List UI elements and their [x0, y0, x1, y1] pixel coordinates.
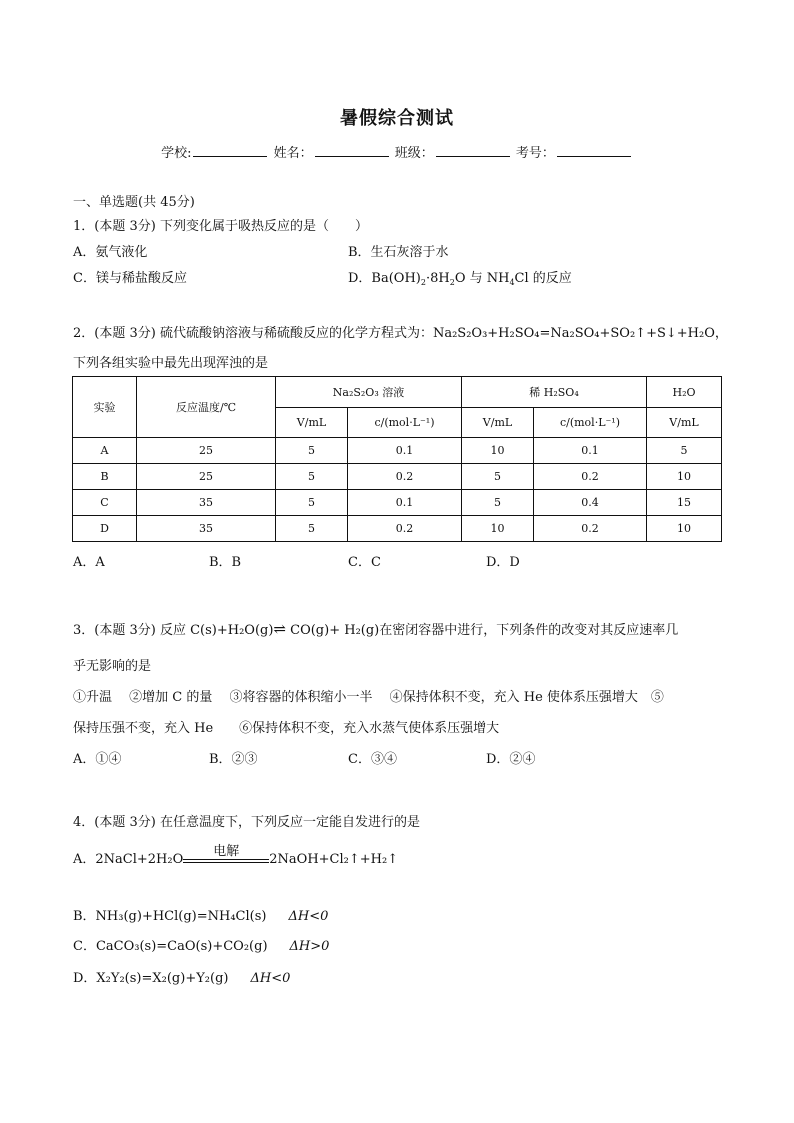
table-cell: 0.2 [348, 516, 462, 542]
q3-stem-part2: CO(g)+ H₂(g)在密闭容器中进行，下列条件的改变对其反应速率几 [286, 623, 679, 638]
q1-option-a[interactable]: A．氨气液化 [73, 245, 148, 260]
q2-option-b[interactable]: B．B [209, 555, 242, 570]
electrolysis-arrow [183, 844, 269, 867]
q1-d-part2: ·8H [425, 271, 450, 286]
q1-option-c[interactable]: C．镁与稀盐酸反应 [73, 271, 187, 286]
exam-number-label: 考号： [515, 146, 555, 161]
class-label: 班级： [394, 146, 434, 161]
table-cell: 25 [137, 438, 276, 464]
q1-option-d[interactable]: D．$Ba(OH)_2\cdot 8H_2O$ 与 $NH_4Cl$ 的反应 [348, 271, 572, 287]
q4-a-products: 2NaOH+Cl₂↑+H₂↑ [269, 852, 399, 867]
table-cell: B [73, 464, 137, 490]
experiment-table [72, 376, 722, 542]
table-cell: 35 [137, 490, 276, 516]
header-concentration: c/(mol·L⁻¹) [348, 408, 462, 438]
table-cell: 10 [647, 464, 722, 490]
table-row [73, 490, 722, 516]
q3-option-a[interactable]: A．①④ [73, 752, 122, 767]
q3-stem-part1: 3．(本题 3分) 反应 C(s)+H₂O(g) [73, 623, 274, 638]
header-concentration: c/(mol·L⁻¹) [534, 408, 647, 438]
table-cell: 35 [137, 516, 276, 542]
table-cell: D [73, 516, 137, 542]
table-cell: 5 [462, 490, 534, 516]
q4-d-enthalpy: ΔH<0 [250, 971, 291, 986]
q1-option-b[interactable]: B．生石灰溶于水 [348, 245, 449, 260]
q3-option-d[interactable]: D．②④ [486, 752, 536, 767]
q3-option-b[interactable]: B．②③ [209, 752, 258, 767]
table-cell: 5 [276, 438, 348, 464]
electrolysis-condition: 电解 [213, 844, 240, 859]
table-cell: 10 [462, 438, 534, 464]
q4-b-enthalpy: ΔH<0 [288, 909, 329, 924]
table-header-row-1 [73, 377, 722, 408]
student-info-line [0, 142, 794, 161]
equilibrium-arrow-icon: ⇌ [273, 620, 286, 638]
table-cell: C [73, 490, 137, 516]
q3-conditions-1: ①升温 ②增加 C 的量 ③将容器的体积缩小一半 ④保持体积不变，充入 He 使体系压强增大 ⑤ [73, 690, 664, 705]
q2-stem-tail: +S↓+H₂O， [646, 326, 728, 341]
table-row [73, 516, 722, 542]
q2-option-c[interactable]: C．C [348, 555, 381, 570]
equals-bars [183, 859, 269, 863]
table-cell: 0.4 [534, 490, 647, 516]
table-cell: 5 [276, 490, 348, 516]
q2-stem [73, 322, 728, 341]
table-cell: 5 [276, 516, 348, 542]
table-cell: 0.2 [534, 516, 647, 542]
header-na2s2o3: Na₂S₂O₃ 溶液 [276, 377, 462, 408]
name-blank[interactable] [315, 144, 389, 157]
q4-a-reactants: A．2NaCl+2H₂O [73, 852, 184, 867]
class-blank[interactable] [436, 144, 510, 157]
table-cell: 5 [647, 438, 722, 464]
q2-option-a[interactable]: A．A [73, 555, 105, 570]
table-cell: 5 [462, 464, 534, 490]
q3-stem-2: 乎无影响的是 [73, 659, 152, 674]
table-cell: 25 [137, 464, 276, 490]
q2-stem-intro: 2．(本题 3分) 硫代硫酸钠溶液与稀硫酸反应的化学方程式为： [73, 326, 433, 341]
header-volume: V/mL [647, 408, 722, 438]
table-cell: 10 [647, 516, 722, 542]
table-cell: 5 [276, 464, 348, 490]
q4-stem: 4．(本题 3分) 在任意温度下，下列反应一定能自发进行的是 [73, 815, 420, 830]
table-cell: 0.2 [348, 464, 462, 490]
table-cell: 0.1 [348, 438, 462, 464]
q4-c-equation: C．CaCO₃(s)=CaO(s)+CO₂(g) [73, 939, 268, 954]
q1-stem: 1．(本题 3分) 下列变化属于吸热反应的是（ ） [73, 219, 368, 234]
header-volume: V/mL [276, 408, 348, 438]
q1-d-part4: Cl 的反应 [514, 271, 572, 286]
q2-stem-2: 下列各组实验中最先出现浑浊的是 [73, 356, 269, 371]
header-h2so4: 稀 H₂SO₄ [462, 377, 647, 408]
exam-number-blank[interactable] [557, 144, 631, 157]
q3-stem [73, 619, 678, 638]
table-cell: 0.1 [348, 490, 462, 516]
q4-d-equation: D．X₂Y₂(s)=X₂(g)+Y₂(g) [73, 971, 229, 986]
q4-c-enthalpy: ΔH>0 [289, 939, 330, 954]
q1-d-part3: O 与 NH [454, 271, 510, 286]
table-cell: 15 [647, 490, 722, 516]
section-heading: 一、单选题(共 45分) [73, 195, 195, 210]
table-cell: A [73, 438, 137, 464]
q4-option-b[interactable] [73, 905, 328, 924]
page-title: 暑假综合测试 [340, 108, 454, 129]
table-cell: 0.2 [534, 464, 647, 490]
q2-option-d[interactable]: D．D [486, 555, 520, 570]
q3-conditions-2: 保持压强不变，充入 He ⑥保持体积不变，充入水蒸气使体系压强增大 [73, 721, 500, 736]
q4-option-c[interactable] [73, 935, 329, 954]
name-label: 姓名： [273, 146, 313, 161]
header-temperature: 反应温度/℃ [137, 377, 276, 438]
header-water: H₂O [647, 377, 722, 408]
school-blank[interactable] [193, 144, 267, 157]
q4-b-equation: B．NH₃(g)+HCl(g)=NH₄Cl(s) [73, 909, 267, 924]
q4-option-a[interactable] [73, 844, 398, 867]
q1-d-part1: D．Ba(OH) [348, 271, 421, 286]
header-volume: V/mL [462, 408, 534, 438]
table-cell: 10 [462, 516, 534, 542]
table-cell: 0.1 [534, 438, 647, 464]
table-row [73, 464, 722, 490]
q4-option-d[interactable] [73, 967, 290, 986]
q2-equation: Na₂S₂O₃+H₂SO₄=Na₂SO₄+SO₂↑ [432, 326, 647, 341]
table-row [73, 438, 722, 464]
header-experiment: 实验 [73, 377, 137, 438]
school-label: 学校: [161, 146, 192, 161]
q3-option-c[interactable]: C．③④ [348, 752, 397, 767]
